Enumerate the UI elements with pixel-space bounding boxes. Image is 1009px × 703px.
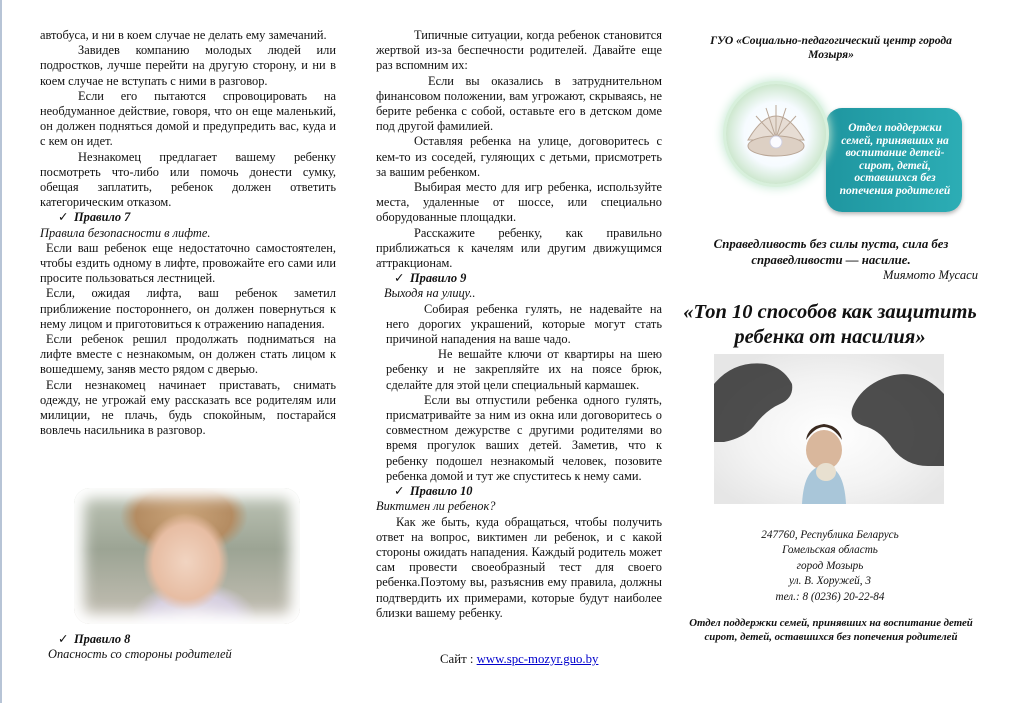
- paragraph: Типичные ситуации, когда ребенок становится жертвой из-за беспечности родителей. Давайте еще раз вспомним их:: [376, 28, 662, 73]
- address-line: 247760, Республика Беларусь: [761, 529, 899, 541]
- site-label: Сайт :: [440, 652, 474, 666]
- child-photo: [74, 488, 300, 624]
- rule-10-heading: ✓ Правило 10: [376, 484, 662, 499]
- rule-8-block: [40, 632, 336, 662]
- address-line: ул. В. Хоружей, 3: [789, 575, 871, 588]
- brochure-title: «Топ 10 способов как защитить ребенка от насилия»: [683, 301, 977, 348]
- rule-8-heading: ✓ Правило 8: [40, 632, 336, 647]
- paragraph: автобуса, и ни в коем случае не делать ему замечаний.: [40, 28, 327, 42]
- paragraph: Если ребенок решил продолжать подниматься на лифте вместе с незнакомым, он должен стать лицом к вошедшему, заняв место рядом с дверью.: [40, 332, 336, 377]
- epigraph-quote: Справедливость без силы пуста, сила без справедливости — насилие.: [713, 237, 949, 267]
- address-block: [720, 528, 940, 605]
- org-header: ГУО «Социально-педагогический центр города Мозыря»: [710, 34, 952, 61]
- address-line: тел.: 8 (0236) 20-22-84: [775, 590, 885, 603]
- paragraph: Если его пытаются спровоцировать на необдуманное действие, говоря, что он еще маленький, он должен подняться домой и предупредить вас, куда и с кем он идет.: [40, 88, 336, 149]
- column-1: [40, 28, 336, 438]
- logo-text: Отдел поддержки семей, принявших на воспитание детей-сирот, детей, оставшихся без попечения родителей: [839, 122, 951, 197]
- rule-8-title: Опасность со стороны родителей: [48, 647, 232, 662]
- column-2: [376, 28, 662, 621]
- rule-10-title: Виктимен ли ребенок?: [376, 499, 496, 514]
- paragraph: Незнакомец предлагает вашему ребенку посмотреть что-либо или помочь донести сумку, обещая заплатить, ребенок должен ответить категорическим отказом.: [40, 149, 336, 210]
- hands-illustration: [714, 354, 944, 504]
- paragraph: Оставляя ребенка на улице, договоритесь с кем-то из соседей, гуляющих с детьми, присмотреть за вашим ребенком.: [376, 134, 662, 179]
- paragraph: Если незнакомец начинает приставать, снимать одежду, не угрожай ему рассказать все родителям или милиции, не плачь, будь спокойным, постарайся вовлечь насильника в разговор.: [40, 377, 336, 438]
- quote-author: Миямото Мусаси: [882, 268, 978, 282]
- rule-9-heading: ✓ Правило 9: [376, 271, 662, 286]
- page-edge: [0, 0, 2, 703]
- paragraph: Собирая ребенка гулять, не надевайте на него дорогих украшений, которые могут стать причиной нападения на ваше чадо.: [386, 301, 662, 347]
- org-footer: Отдел поддержки семей, принявших на воспитание детей сирот, детей, оставшихся без попечения родителей: [689, 617, 973, 643]
- hands-and-child-photo: [714, 354, 944, 504]
- paragraph: Как же быть, куда обращаться, чтобы получить ответ на вопрос, виктимен ли ребенок, и с какой стороны ожидать нападения. Каждый родитель может сам провести своеобразный тест для своего ребенка.Поэтому вы, разъяснив ему правила, должны подтвердить их примерами, которые будут наиболее близки вашему ребенку.: [376, 514, 662, 620]
- address-line: Гомельская область: [782, 544, 878, 557]
- checkmark-icon: ✓: [394, 484, 405, 499]
- paragraph: Расскажите ребенку, как правильно приближаться к качелям или другим движущимся аттракционам.: [376, 225, 662, 271]
- rule-7-title: Правила безопасности в лифте.: [40, 225, 211, 240]
- address-line: город Мозырь: [796, 559, 864, 572]
- paragraph: Если ваш ребенок еще недостаточно самостоятелен, чтобы ездить одному в лифте, провожайте его сами или просите пользоваться лестницей.: [40, 240, 336, 286]
- checkmark-icon: ✓: [58, 210, 69, 225]
- paragraph: Если вы оказались в затруднительном финансовом положении, вам угрожают, скрываясь, не берите ребенка с собой, оставьте его в детском доме под другой фамилией.: [376, 73, 662, 134]
- checkmark-icon: ✓: [394, 271, 405, 286]
- rule-7-heading: ✓ Правило 7: [40, 210, 336, 225]
- paragraph: Если, ожидая лифта, ваш ребенок заметил приближение постороннего, он должен повернуться к нему лицом и приготовиться к отражению нападения.: [40, 286, 336, 331]
- site-link[interactable]: www.spc-mozyr.guo.by: [476, 652, 599, 666]
- paragraph: Не вешайте ключи от квартиры на шею ребенку и не закрепляйте их на поясе брюк, сделайте для этой цели специальный кармашек.: [386, 347, 662, 392]
- shell-pearl-icon: [742, 100, 810, 162]
- checkmark-icon: ✓: [58, 632, 69, 646]
- paragraph: Выбирая место для игр ребенка, используйте места, удаленные от шоссе, или специально оборудованные площадки.: [376, 180, 662, 225]
- site-footer: [440, 652, 598, 667]
- paragraph: Если вы отпустили ребенка одного гулять, присматривайте за ним из окна или договоритесь о совместном дежурстве с другими родителями во время прогулок ваших детей. Заметив, что к ребенку подошел незнакомый человек, позовите ребенка домой и тут же спуститесь к нему сами.: [386, 392, 662, 483]
- rule-9-title: Выходя на улицу..: [384, 286, 476, 301]
- paragraph: Завидев компанию молодых людей или подростков, лучше перейти на другую сторону, и ни в коем случае не вступать с ними в разговор.: [40, 43, 336, 88]
